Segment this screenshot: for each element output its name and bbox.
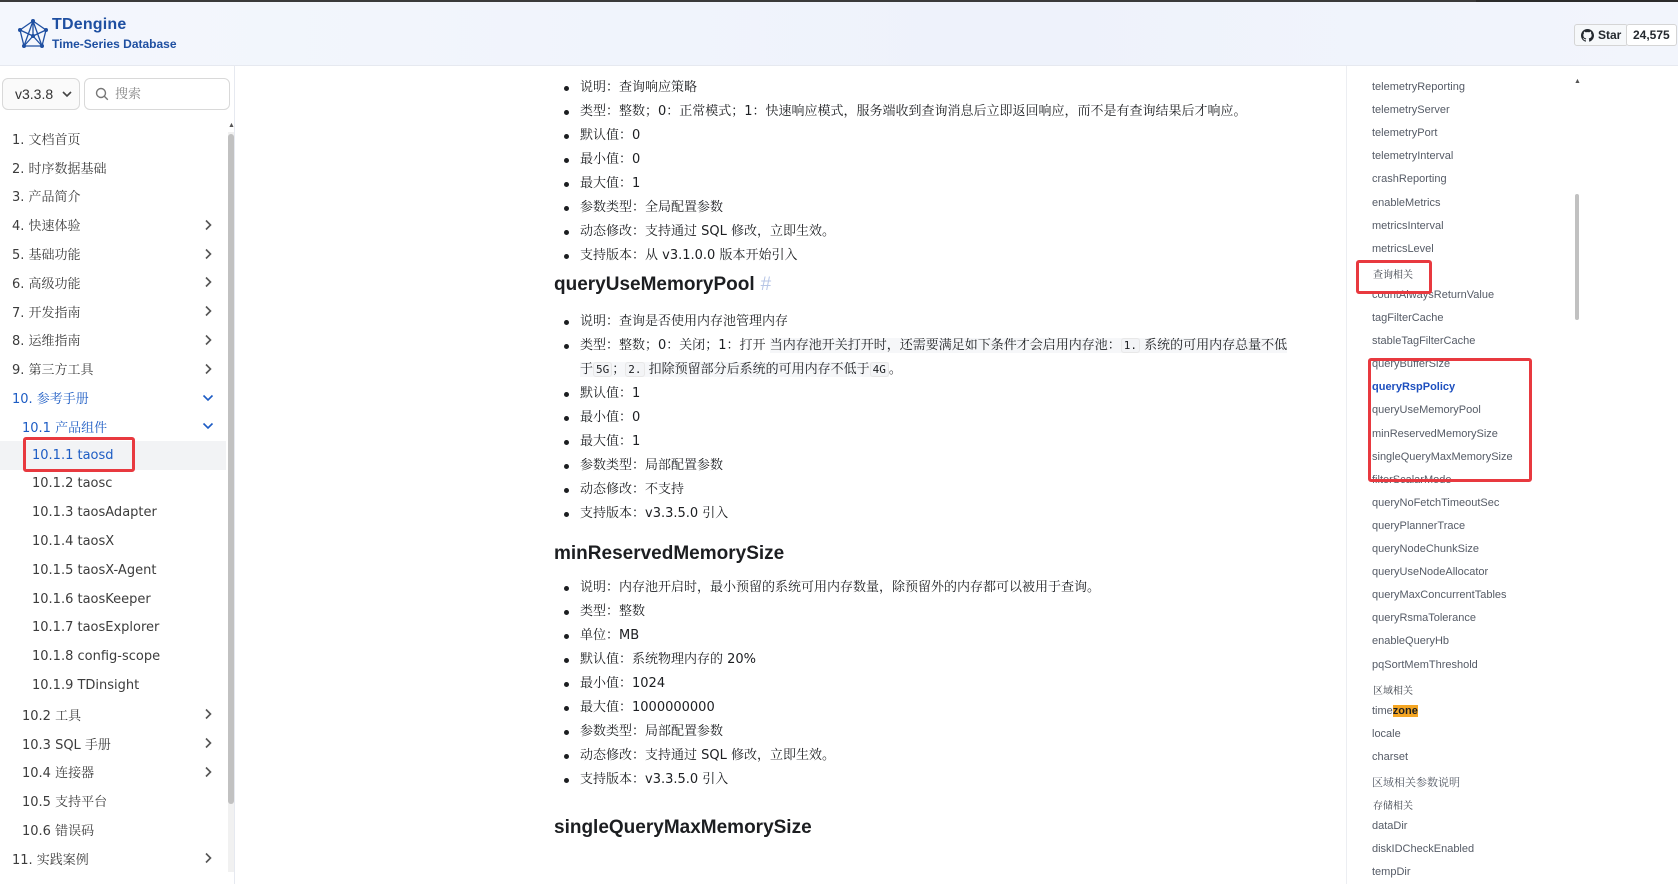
list-item — [554, 478, 1346, 502]
list-item-text: 最大值：1000000000 — [580, 700, 715, 715]
chevron-right-icon[interactable] — [202, 708, 214, 720]
list-item-text: 参数类型：全局配置参数 — [580, 200, 724, 215]
list-item-text: 。 — [888, 362, 902, 377]
inline-code: 4G — [870, 362, 889, 377]
list-item — [554, 672, 1346, 696]
toc-link[interactable]: queryMaxConcurrentTables — [1372, 589, 1507, 602]
sidebar-item-label: 10.1.4 taosX — [32, 534, 115, 550]
heading-text: queryUseMemoryPool — [554, 274, 755, 295]
list-item-text: 最小值：0 — [580, 410, 641, 425]
sidebar-item-label: 10.3 SQL 手册 — [22, 737, 111, 753]
list-item-text: 参数类型：局部配置参数 — [580, 724, 724, 739]
inline-code: 2. — [625, 362, 644, 377]
sidebar-nav — [0, 124, 226, 873]
sidebar-item[interactable] — [0, 239, 226, 268]
list-item-text: 支持版本：从 v3.1.0.0 版本开始引入 — [580, 248, 798, 263]
toc-link[interactable]: queryNodeChunkSize — [1372, 543, 1480, 555]
search-box[interactable] — [84, 78, 230, 110]
sidebar-item[interactable] — [0, 556, 226, 585]
list-item-text: 最大值：1 — [580, 434, 641, 449]
main-content — [236, 66, 1346, 884]
list-item-text: 说明：查询是否使用内存池管理内存 — [580, 314, 789, 329]
toc-link[interactable]: locale — [1372, 727, 1401, 740]
sidebar-item[interactable] — [0, 815, 226, 844]
toc-link[interactable]: queryBufferSize — [1372, 358, 1451, 371]
note-text: 当内存池开关打开时，还需要满足如下条件才会启用内存池： — [769, 338, 1121, 353]
toc-link[interactable]: charset — [1372, 750, 1409, 763]
list-item-text: 默认值：1 — [580, 386, 641, 401]
toc-link[interactable]: stableTagFilterCache — [1372, 335, 1476, 348]
chevron-right-icon[interactable] — [202, 363, 214, 375]
toc-link[interactable]: queryPlannerTrace — [1372, 519, 1466, 532]
brand-name[interactable]: TDengine — [52, 16, 127, 33]
sidebar-item-label: 10.1.7 taosExplorer — [32, 620, 160, 636]
sidebar-item[interactable] — [0, 470, 226, 499]
list-item — [554, 196, 1346, 220]
list-item-text: 支持版本：v3.3.5.0 引入 — [580, 772, 729, 787]
toc-link[interactable]: pqSortMemThreshold — [1372, 658, 1478, 671]
sidebar-item-label: 10.1.8 config-scope — [32, 649, 161, 665]
sidebar-item[interactable] — [0, 268, 226, 297]
sidebar-item-label: 10.6 错误码 — [22, 824, 95, 840]
inline-code: 5G — [593, 362, 612, 377]
sidebar-item[interactable] — [0, 527, 226, 556]
list-item-text: 类型：整数；0：正常模式；1：快速响应模式，服务端收到查询消息后立即返回响应，而不是有查询结果后才响应。 — [580, 104, 1247, 119]
sidebar-item-label: 8. 运维指南 — [12, 334, 81, 350]
sidebar-item-label: 6. 高级功能 — [12, 276, 81, 292]
list-item — [554, 600, 1346, 624]
sidebar-item[interactable] — [0, 758, 226, 787]
scroll-up-arrow-icon[interactable]: ▲ — [228, 122, 235, 129]
sidebar-scroll-thumb[interactable] — [228, 134, 234, 804]
sidebar-item-label: 10.1.3 taosAdapter — [32, 505, 157, 521]
toc-link[interactable]: metricsLevel — [1372, 242, 1434, 255]
github-icon — [1581, 29, 1594, 42]
chevron-right-icon[interactable] — [202, 305, 214, 317]
list-item — [554, 310, 1294, 334]
github-star-button[interactable] — [1574, 24, 1628, 46]
toc-link[interactable]: telemetryPort — [1372, 127, 1438, 140]
github-star-count[interactable]: 24,575 — [1626, 24, 1677, 46]
list-item-text: 说明：内存池开启时，最小预留的系统可用内存数量，除预留外的内存都可以被用于查询。 — [580, 580, 1101, 595]
chevron-down-icon[interactable] — [202, 420, 214, 432]
sidebar-item[interactable] — [0, 498, 226, 527]
toc-link[interactable]: singleQueryMaxMemorySize — [1372, 450, 1513, 463]
search-highlight: zone — [1392, 704, 1418, 717]
list-item — [554, 148, 1346, 172]
toc-section-link[interactable]: 区域相关 — [1373, 685, 1413, 697]
list-item — [554, 334, 1294, 382]
list-item — [554, 744, 1346, 768]
param-list-query-use-memory-pool — [554, 310, 1294, 382]
list-item-text: 动态修改：支持通过 SQL 修改，立即生效。 — [580, 224, 835, 239]
list-item — [554, 696, 1346, 720]
toc-section-link[interactable]: 存储相关 — [1373, 801, 1413, 813]
sidebar-item-label: 1. 文档首页 — [12, 132, 81, 148]
chevron-right-icon[interactable] — [202, 766, 214, 778]
toc-link[interactable]: 区域相关参数说明 — [1372, 777, 1460, 789]
sidebar-item[interactable] — [0, 614, 226, 643]
toc-divider — [1346, 66, 1347, 884]
search-icon — [95, 87, 109, 101]
list-item-text: 默认值：0 — [580, 128, 641, 143]
list-item — [554, 406, 1346, 430]
sidebar-item-label: 10.1.2 taosc — [32, 476, 113, 492]
sidebar-item[interactable] — [0, 153, 226, 182]
sidebar-item[interactable] — [0, 671, 226, 700]
brand-subtitle[interactable]: Time-Series Database — [52, 37, 177, 51]
sidebar-item-label: 10.1.6 taosKeeper — [32, 591, 151, 607]
sidebar-item[interactable] — [0, 124, 226, 153]
list-item-text: 说明：查询响应策略 — [580, 80, 698, 95]
toc-scroll-up-arrow-icon[interactable]: ▲ — [1574, 78, 1581, 85]
sidebar-item-label: 10.2 工具 — [22, 708, 82, 724]
toc-link[interactable]: dataDir — [1372, 820, 1408, 833]
sidebar-item[interactable] — [0, 354, 226, 383]
toc-link[interactable]: queryNoFetchTimeoutSec — [1372, 496, 1500, 509]
annotation-box-memory-params — [1368, 358, 1532, 482]
sidebar-item-label: 10.1.5 taosX-Agent — [32, 562, 157, 578]
chevron-right-icon[interactable] — [202, 334, 214, 346]
annotation-box-taosd — [23, 437, 135, 472]
list-item-text: 动态修改：不支持 — [580, 482, 685, 497]
sidebar-item[interactable] — [0, 642, 226, 671]
sidebar-item-label: 10. 参考手册 — [12, 392, 89, 408]
toc-scrollbar[interactable] — [1574, 78, 1580, 884]
toc-link[interactable]: tagFilterCache — [1372, 312, 1444, 324]
toc-link[interactable]: telemetryReporting — [1372, 81, 1465, 93]
toc-scroll-thumb[interactable] — [1575, 194, 1579, 320]
chevron-down-icon[interactable] — [202, 392, 214, 404]
list-item-text: 最小值：1024 — [580, 676, 666, 691]
param-list-min-reserved-memory-size — [554, 576, 1346, 792]
toc-link[interactable] — [1372, 705, 1418, 717]
note-text: ； — [612, 362, 626, 377]
sidebar-item-label: 5. 基础功能 — [12, 248, 81, 264]
toc-link[interactable]: queryUseMemoryPool — [1372, 404, 1481, 417]
list-item-text: 类型：整数 — [580, 604, 646, 619]
sidebar-item[interactable] — [0, 585, 226, 614]
sidebar-item[interactable] — [0, 786, 226, 815]
site-header — [0, 2, 1678, 66]
search-input[interactable] — [115, 87, 225, 102]
sidebar-item-label: 10.1.1 taosd — [32, 447, 114, 463]
list-item — [554, 624, 1346, 648]
sidebar-item-label: 10.1.9 TDinsight — [32, 678, 140, 694]
toc-link[interactable]: metricsInterval — [1372, 219, 1444, 232]
list-item — [554, 172, 1346, 196]
toc-link[interactable]: queryRspPolicy — [1372, 381, 1456, 394]
toc-link[interactable]: diskIDCheckEnabled — [1372, 843, 1475, 856]
toc-link[interactable]: queryUseNodeAllocator — [1372, 566, 1489, 579]
heading-single-query-max-memory-size: singleQueryMaxMemorySize — [554, 817, 812, 838]
sidebar-item-label: 11. 实践案例 — [12, 852, 89, 868]
list-item — [554, 76, 1346, 100]
chevron-right-icon[interactable] — [202, 737, 214, 749]
list-item-text: 最小值：0 — [580, 152, 641, 167]
toc-link[interactable]: queryRsmaTolerance — [1372, 612, 1476, 625]
note-text: 扣除预留部分后系统的可用内存不低于 — [644, 362, 870, 377]
heading-query-use-memory-pool — [554, 272, 771, 298]
sidebar-item[interactable] — [0, 182, 226, 211]
toc-link[interactable]: telemetryServer — [1372, 104, 1450, 117]
inline-code: 1. — [1121, 338, 1140, 353]
list-item-text: 单位：MB — [580, 628, 640, 643]
chevron-right-icon[interactable] — [202, 852, 214, 864]
sidebar-item-label: 10.5 支持平台 — [22, 795, 108, 811]
github-star-label: Star — [1598, 28, 1622, 42]
sidebar-item[interactable] — [0, 297, 226, 326]
param-list-query-use-memory-pool-rest — [554, 382, 1346, 526]
list-item — [554, 648, 1346, 672]
docs-sidebar — [0, 66, 235, 884]
list-item — [554, 244, 1346, 268]
sidebar-item-label: 10.4 连接器 — [22, 766, 95, 782]
heading-anchor-link[interactable]: # — [760, 274, 772, 295]
toc-section-link[interactable]: 查询相关 — [1373, 269, 1413, 281]
toc-link[interactable]: enableQueryHb — [1372, 635, 1450, 648]
sidebar-item[interactable] — [0, 700, 226, 729]
list-item — [554, 220, 1346, 244]
sidebar-item[interactable] — [0, 326, 226, 355]
sidebar-item[interactable] — [0, 210, 226, 239]
note-text: 系统的可用内存总量不低于 — [580, 338, 1288, 377]
list-item — [554, 576, 1346, 600]
list-item — [554, 100, 1346, 124]
tdengine-logo-icon[interactable] — [16, 18, 50, 52]
chevron-down-icon — [61, 88, 73, 100]
sidebar-item-label: 3. 产品简介 — [12, 190, 81, 206]
sidebar-item[interactable] — [0, 844, 226, 873]
list-item — [554, 454, 1346, 478]
sidebar-item-label: 4. 快速体验 — [12, 219, 81, 235]
version-label: v3.3.8 — [15, 86, 54, 102]
list-item-text: 参数类型：局部配置参数 — [580, 458, 724, 473]
list-item — [554, 382, 1346, 406]
sidebar-item[interactable] — [0, 729, 226, 758]
toc-link[interactable]: enableMetrics — [1372, 196, 1441, 209]
toc-link[interactable]: minReservedMemorySize — [1372, 427, 1498, 440]
list-item-text: 类型：整数；0：关闭；1：打开 — [580, 338, 770, 353]
sidebar-item[interactable] — [0, 383, 226, 412]
toc-link[interactable]: countAlwaysReturnValue — [1372, 288, 1495, 301]
sidebar-item-label: 9. 第三方工具 — [12, 363, 94, 379]
list-item — [554, 720, 1346, 744]
toc-link[interactable]: telemetryInterval — [1372, 150, 1454, 163]
sidebar-item-label: 7. 开发指南 — [12, 305, 81, 321]
toc-link[interactable]: crashReporting — [1372, 173, 1447, 186]
chevron-right-icon[interactable] — [202, 276, 214, 288]
heading-min-reserved-memory-size: minReservedMemorySize — [554, 543, 785, 564]
sidebar-item-label: 10.1 产品组件 — [22, 420, 108, 436]
list-item — [554, 502, 1346, 526]
toc-link[interactable]: filterScalarMode — [1372, 473, 1452, 486]
chevron-right-icon[interactable] — [202, 219, 214, 231]
list-item — [554, 768, 1346, 792]
annotation-box-query-section — [1356, 260, 1432, 294]
sidebar-scrollbar[interactable] — [228, 122, 234, 872]
version-selector[interactable] — [2, 78, 80, 110]
list-item-text: 最大值：1 — [580, 176, 641, 191]
param-list-query-rsp-policy — [554, 76, 1346, 268]
sidebar-item-label: 2. 时序数据基础 — [12, 161, 107, 177]
list-item-text: 支持版本：v3.3.5.0 引入 — [580, 506, 729, 521]
list-item-text: 动态修改：支持通过 SQL 修改，立即生效。 — [580, 748, 835, 763]
toc-link-text: time — [1372, 704, 1393, 717]
list-item — [554, 430, 1346, 454]
list-item — [554, 124, 1346, 148]
list-item-text: 默认值：系统物理内存的 20% — [580, 652, 757, 667]
toc-link[interactable]: tempDir — [1372, 866, 1411, 879]
chevron-right-icon[interactable] — [202, 248, 214, 260]
